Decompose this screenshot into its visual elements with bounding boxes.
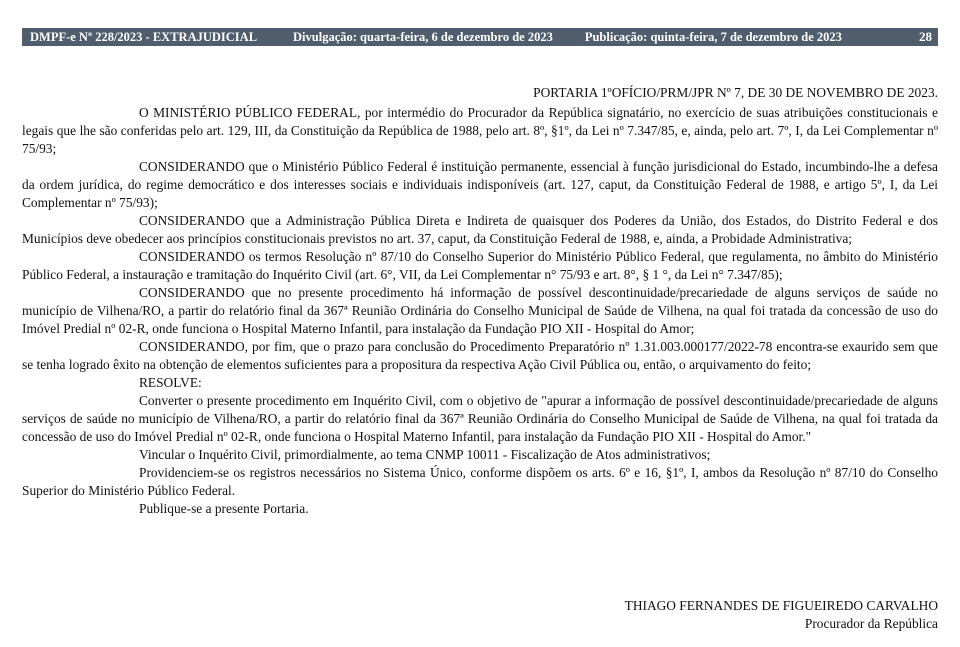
considering-paragraph: CONSIDERANDO os termos Resolução nº 87/10 do Conselho Superior do Ministério Público Federal, que regulamenta, no âmbito do Ministério Público Federal, a instauração e tramitação do Inquérito Civil (art. 6°, VII, da Lei Complementar n° 75/93 e art. 8°, § 1 °, da Lei n° 7.347/85); [22, 249, 938, 282]
preamble-paragraph: O MINISTÉRIO PÚBLICO FEDERAL, por intermédio do Procurador da República signatário, no exercício de suas atribuições constitucionais e legais que lhe são conferidas pelo art. 129, III, da Constituição da República de 1988, pelo art. 8º, §1º, da Lei nº 7.347/85, e, ainda, pelo art. 7º, I, da Lei Complementar nº 75/93; [22, 105, 938, 156]
considering-paragraph: CONSIDERANDO, por fim, que o prazo para conclusão do Procedimento Preparatório nº 1.31.003.000177/2022-78 encontra-se exaurido sem que se tenha logrado êxito na obtenção de elementos suficientes para a propositura da respectiva Ação Civil Pública ou, então, o arquivamento do feito; [22, 339, 938, 372]
resolution-paragraph: Vincular o Inquérito Civil, primordialmente, ao tema CNMP 10011 - Fiscalização de Atos administrativos; [139, 447, 711, 462]
signature-block [625, 597, 938, 633]
considering-paragraph: CONSIDERANDO que no presente procedimento há informação de possível descontinuidade/precariedade de alguns serviços de saúde no município de Vilhena/RO, a partir do relatório final da 367ª Reunião Ordinária do Conselho Municipal de Saúde de Vilhena, na qual foi tratada da concessão de uso do Imóvel Predial nº 02-R, onde funciona o Hospital Materno Infantil, para instalação da Fundação PIO XII - Hospital do Amor; [22, 285, 938, 336]
document-title: PORTARIA 1ºOFÍCIO/PRM/JPR Nº 7, DE 30 DE NOVEMBRO DE 2023. [533, 85, 938, 100]
page-number: 28 [919, 29, 932, 44]
resolve-label: RESOLVE: [139, 375, 202, 390]
disclosure-date: Divulgação: quarta-feira, 6 de dezembro de 2023 [293, 29, 553, 44]
publication-header-bar [22, 28, 938, 46]
resolution-paragraph: Providenciem-se os registros necessários no Sistema Único, conforme dispõem os arts. 6º e 16, §1º, I, ambos da Resolução nº 87/10 do Conselho Superior do Ministério Público Federal. [22, 465, 938, 498]
publication-date: Publicação: quinta-feira, 7 de dezembro de 2023 [584, 29, 842, 44]
signatory-name: THIAGO FERNANDES DE FIGUEIREDO CARVALHO [624, 598, 938, 613]
signatory-role: Procurador da República [804, 616, 938, 631]
resolution-paragraph: Publique-se a presente Portaria. [139, 501, 309, 516]
considering-paragraph: CONSIDERANDO que a Administração Pública Direta e Indireta de quaisquer dos Poderes da União, dos Estados, do Distrito Federal e dos Municípios deve obedecer aos princípios constitucionais previstos no art. 37, caput, da Constituição Federal de 1988, e, ainda, a Probidade Administrativa; [22, 213, 938, 246]
resolution-paragraph: Converter o presente procedimento em Inquérito Civil, com o objetivo de "apurar a informação de possível descontinuidade/precariedade de alguns serviços de saúde no município de Vilhena/RO, a partir do relatório final da 367ª Reunião Ordinária do Conselho Municipal de Saúde de Vilhena, na qual foi tratada da concessão de uso do Imóvel Predial nº 02-R, onde funciona o Hospital Materno Infantil, para instalação da Fundação PIO XII - Hospital do Amor." [22, 393, 938, 444]
issue-number: DMPF-e Nº 228/2023 - EXTRAJUDICIAL [30, 29, 258, 44]
document-body [22, 84, 938, 518]
considering-paragraph: CONSIDERANDO que o Ministério Público Federal é instituição permanente, essencial à função jurisdicional do Estado, incumbindo-lhe a defesa da ordem jurídica, do regime democrático e dos interesses sociais e individuais indisponíveis (art. 127, caput, da Constituição Federal de 1988, e artigo 5º, I, da Lei Complementar nº 75/93); [22, 159, 938, 210]
